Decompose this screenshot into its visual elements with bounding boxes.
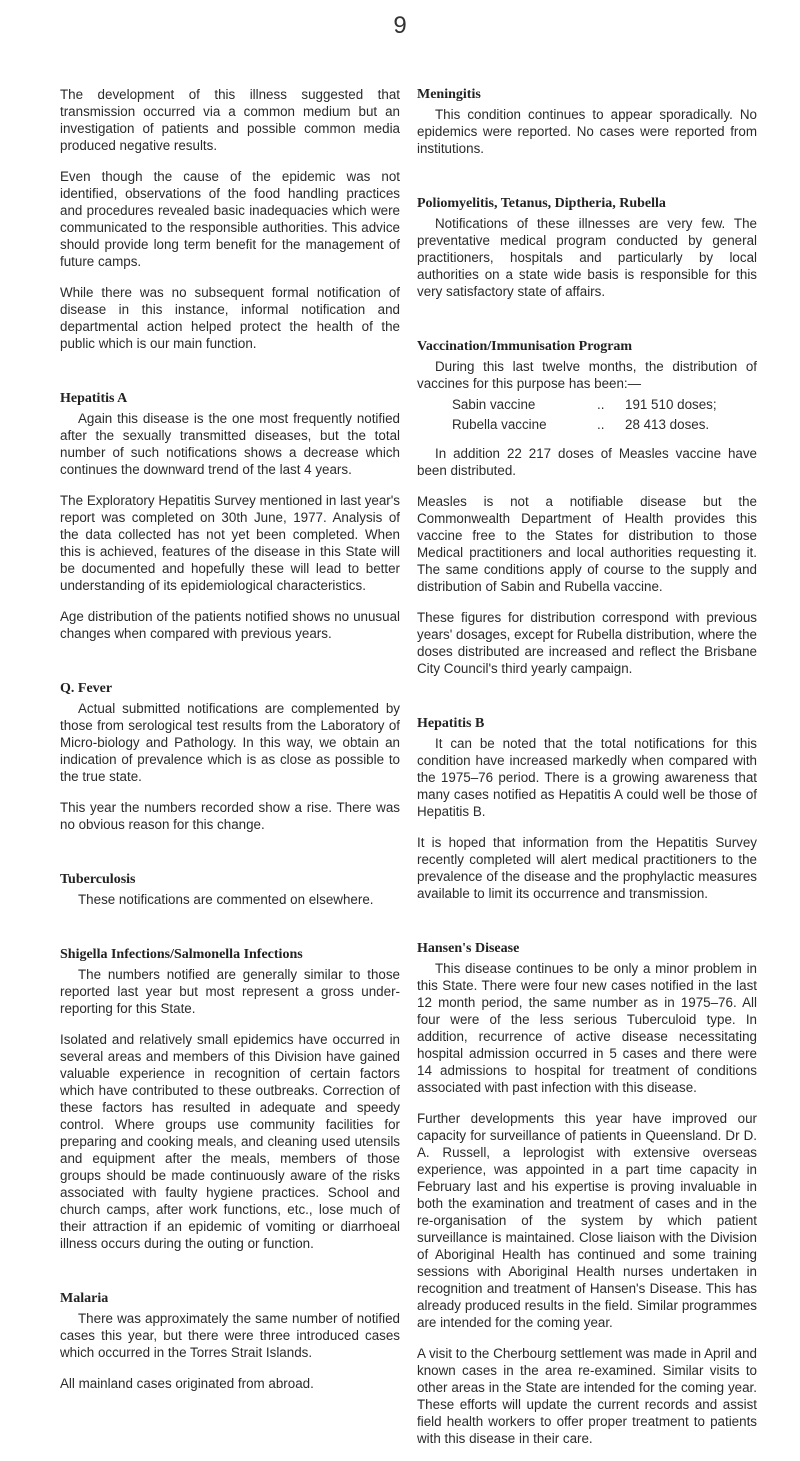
section-heading-hepatitis-b: Hepatitis B bbox=[417, 716, 485, 731]
hepatitis-a-paragraph: Again this disease is the one most frequently notified after the sexually transmitted diseases, but the total number of such notifications shows a decrease which continues the downward trend of the last 4 years. bbox=[60, 411, 400, 477]
vaccination-paragraph: In addition 22 217 doses of Measles vaccine have been distributed. bbox=[417, 446, 757, 478]
malaria-paragraph: All mainland cases originated from abroad. bbox=[60, 1376, 314, 1391]
hepatitis-a-paragraph: The Exploratory Hepatitis Survey mentioned in last year's report was completed on 30th June, 1977. Analysis of the data collected has not yet been completed. When this is achieved, features of the disease in this State will be documented and hopefully these will lead to better understanding of its epidemiological characteristics. bbox=[60, 493, 400, 593]
vaccination-paragraph: During this last twelve months, the distribution of vaccines for this purpose has been:— bbox=[417, 359, 757, 391]
vaccination-paragraph: These figures for distribution correspond with previous years' dosages, except for Rubella distribution, where the doses distributed are increased and reflect the Brisbane City Council's third yearly campaign. bbox=[417, 610, 757, 676]
vaccine-quantity: 191 510 doses; bbox=[625, 397, 717, 412]
section-heading-shigella: Shigella Infections/Salmonella Infections bbox=[60, 947, 303, 962]
vaccine-row bbox=[417, 416, 757, 433]
poliomyelitis-paragraph: Notifications of these illnesses are very few. The preventative medical program conducted by general practitioners, hospitals and particularly by local authorities on a state wide basis is responsible for this very satisfactory state of affairs. bbox=[417, 216, 757, 299]
vaccine-quantity: 28 413 doses. bbox=[625, 417, 710, 432]
shigella-paragraph: The numbers notified are generally similar to those reported last year but most represent a gross under-reporting for this State. bbox=[60, 967, 400, 1016]
meningitis-paragraph: This condition continues to appear sporadically. No epidemics were reported. No cases were reported from institutions. bbox=[417, 107, 757, 156]
section-heading-malaria: Malaria bbox=[60, 1291, 109, 1306]
shigella-paragraph: Isolated and relatively small epidemics have occurred in several areas and members of this Division have gained valuable experience in recognition of certain factors which have contributed to these outbreaks. Correction of these factors has resulted in adequate and speedy control. Where groups use community facilities for preparing and cooking meals, and cleaning used utensils and equipment after the meals, members of those groups should be made continuously aware of the risks associated with faulty hygiene practices. School and church camps, after work functions, etc., lose much of their attraction if an epidemic of vomiting or diarrhoeal illness occurs during the outing or function. bbox=[60, 1032, 400, 1251]
vaccine-dots: .. bbox=[597, 397, 605, 412]
tuberculosis-paragraph: These notifications are commented on elsewhere. bbox=[78, 892, 374, 907]
left-column bbox=[60, 86, 400, 1406]
hepatitis-a-paragraph: Age distribution of the patients notified shows no unusual changes when compared with previous years. bbox=[60, 609, 400, 641]
vaccine-row bbox=[417, 396, 757, 413]
vaccine-dots: .. bbox=[597, 417, 605, 432]
q-fever-paragraph: This year the numbers recorded show a rise. There was no obvious reason for this change. bbox=[60, 800, 400, 832]
section-heading-poliomyelitis: Poliomyelitis, Tetanus, Diptheria, Rubella bbox=[417, 196, 666, 211]
hansens-disease-paragraph: A visit to the Cherbourg settlement was made in April and known cases in the area re-examined. Similar visits to other areas in the State are intended for the coming year. These efforts will update the current records and assist field health workers to offer proper treatment to patients with this disease in their care. bbox=[417, 1346, 757, 1446]
intro-paragraph: Even though the cause of the epidemic was not identified, observations of the food handling practices and procedures revealed basic inadequacies which were communicated to the responsible authorities. This advice should provide long term benefit for the management of future camps. bbox=[60, 169, 400, 269]
right-column bbox=[417, 86, 757, 1461]
section-heading-meningitis: Meningitis bbox=[417, 87, 481, 102]
vaccine-name: Sabin vaccine bbox=[452, 397, 536, 412]
q-fever-paragraph: Actual submitted notifications are complemented by those from serological test results from the Laboratory of Micro-biology and Pathology. In this way, we obtain an indication of prevalence which is as close as possible to the true state. bbox=[60, 701, 400, 784]
malaria-paragraph: There was approximately the same number of notified cases this year, but there were three introduced cases which occurred in the Torres Strait Islands. bbox=[60, 1311, 400, 1360]
vaccination-paragraph: Measles is not a notifiable disease but the Commonwealth Department of Health provides this vaccine free to the States for distribution to those Medical practitioners and local authorities requesting it. The same conditions apply of course to the supply and distribution of Sabin and Rubella vaccine. bbox=[417, 494, 757, 594]
hepatitis-b-paragraph: It can be noted that the total notifications for this condition have increased markedly when compared with the 1975–76 period. There is a growing awareness that many cases notified as Hepatitis A could well be those of Hepatitis B. bbox=[417, 736, 757, 819]
hepatitis-b-paragraph: It is hoped that information from the Hepatitis Survey recently completed will alert medical practitioners to the prevalence of the disease and the prophylactic measures available to limit its occurrence and transmission. bbox=[417, 835, 757, 901]
page-number: 9 bbox=[393, 12, 407, 39]
section-heading-q-fever: Q. Fever bbox=[60, 681, 113, 696]
intro-paragraph: The development of this illness suggested that transmission occurred via a common medium but an investigation of patients and possible common media produced negative results. bbox=[60, 87, 400, 153]
vaccine-name: Rubella vaccine bbox=[452, 417, 547, 432]
hansens-disease-paragraph: This disease continues to be only a minor problem in this State. There were four new cases notified in the last 12 month period, the same number as in 1975–76. All four were of the less serious Tuberculoid type. In addition, recurrence of active disease necessitating hospital admission occurred in 5 cases and there were 14 admissions to hospital for treatment of conditions associated with past infection with this disease. bbox=[417, 961, 757, 1095]
section-heading-hansens-disease: Hansen's Disease bbox=[417, 941, 520, 956]
section-heading-hepatitis-a: Hepatitis A bbox=[60, 391, 128, 406]
hansens-disease-paragraph: Further developments this year have improved our capacity for surveillance of patients in Queensland. Dr D. A. Russell, a leprologist with extensive overseas experience, was appointed in a part time capacity in February last and his expertise is proving invaluable in both the examination and treatment of cases and in the re-organisation of the system by which patient surveillance is maintained. Close liaison with the Division of Aboriginal Health has continued and some training sessions with Aboriginal Health nurses undertaken in recognition and treatment of Hansen's Disease. This has already produced results in the field. Similar programmes are intended for the coming year. bbox=[417, 1111, 757, 1330]
intro-paragraph: While there was no subsequent formal notification of disease in this instance, informal notification and departmental action helped protect the health of the public which is our main function. bbox=[60, 285, 400, 351]
section-heading-vaccination: Vaccination/Immunisation Program bbox=[417, 339, 633, 354]
section-heading-tuberculosis: Tuberculosis bbox=[60, 872, 136, 887]
